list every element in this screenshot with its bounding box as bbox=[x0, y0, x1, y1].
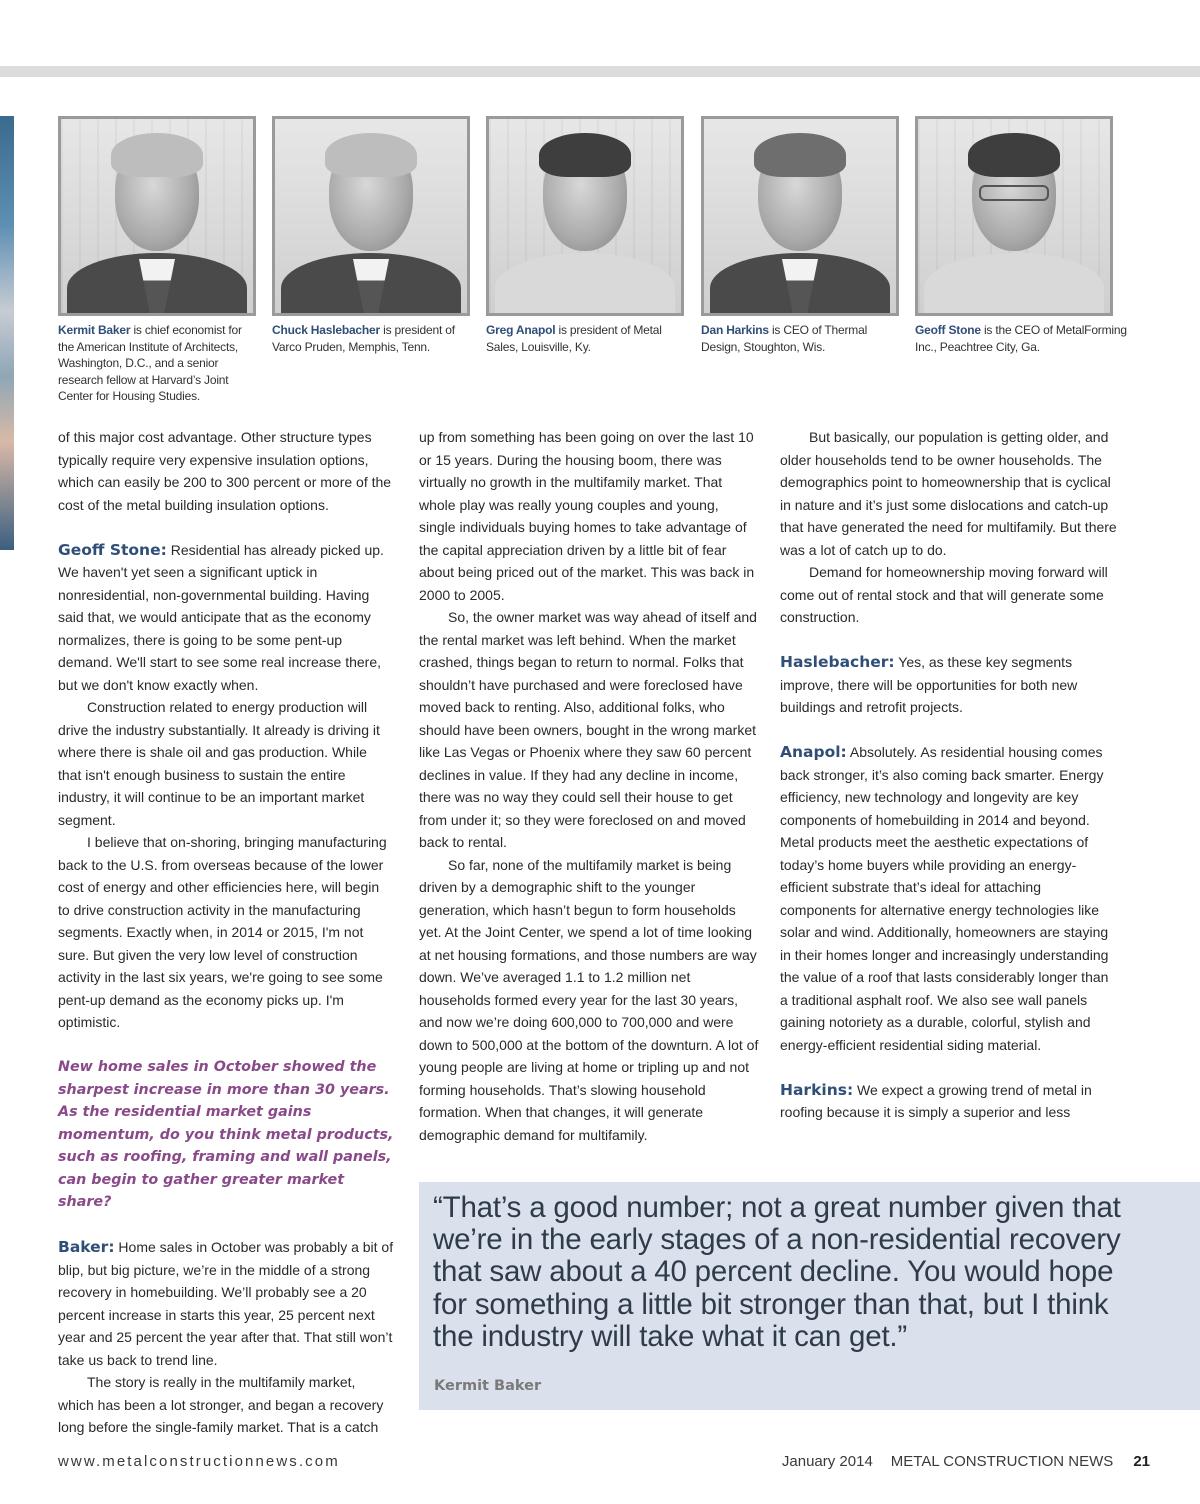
footer-website: www.metalconstructionnews.com bbox=[58, 1453, 340, 1470]
answer-text: Residential has already picked up. We haven't yet seen a significant uptick in nonresidential, non-governmental building. Having said that, we would anticipate that as the economy normalizes, there is going to be some pent-up demand. We'll start to see some real increase there, but we don't know exactly when. bbox=[58, 541, 384, 693]
article-column-3 bbox=[780, 426, 1120, 1124]
building-photo-edge bbox=[0, 116, 14, 550]
speaker-name: Anapol: bbox=[780, 743, 847, 761]
paragraph bbox=[58, 539, 394, 697]
bio-description: is president of Varco Pruden, Memphis, Tenn. bbox=[272, 323, 455, 354]
portrait-photo bbox=[58, 116, 256, 316]
speaker-name: Geoff Stone: bbox=[58, 540, 167, 559]
article-column-2 bbox=[419, 426, 759, 1146]
footer-publication: METAL CONSTRUCTION NEWS bbox=[890, 1453, 1114, 1470]
portrait-photo bbox=[486, 116, 684, 316]
bio-description: is the CEO of MetalForming Inc., Peachtree City, Ga. bbox=[915, 323, 1127, 354]
panelist-bios bbox=[58, 116, 1148, 406]
bio-caption bbox=[915, 322, 1148, 355]
answer-text: Home sales in October was probably a bit of blip, but big picture, we’re in the middle of a strong recovery in homebuilding. We’ll probably see a 20 percent increase in starts this year, 25 percent next year and 25 percent the year after that. That still won’t take us back to trend line. bbox=[58, 1239, 394, 1368]
paragraph: up from something has been going on over the last 10 or 15 years. During the housing boom, there was virtually no growth in the multifamily market. That whole play was really young couples and young, single individuals buying homes to take advantage of the capital appreciation driven by a little bit of fear about being priced out of the market. This was back in 2000 to 2005. bbox=[419, 429, 755, 603]
paragraph: The story is really in the multifamily market, which has been a lot stronger, and began a recovery long before the single-family market. That is a catch bbox=[58, 1374, 384, 1435]
paragraph bbox=[780, 651, 1120, 719]
portrait-photo bbox=[272, 116, 470, 316]
bio-caption bbox=[272, 322, 472, 355]
answer-text: We expect a growing trend of metal in roofing because it is simply a superior and less bbox=[780, 1081, 1092, 1120]
portrait-photo bbox=[701, 116, 899, 316]
bio-geoff-stone bbox=[915, 116, 1148, 355]
paragraph: But basically, our population is getting older, and older households tend to be owner households. The demographics point to homeownership that is cyclical in nature and it’s just some dislocations and catch-up that have generated the need for multifamily. But there was a lot of catch up to do. bbox=[780, 429, 1117, 558]
bio-description: is CEO of Thermal Design, Stoughton, Wis. bbox=[701, 323, 868, 354]
answer-text: Absolutely. As residential housing comes back stronger, it’s also coming back smarter. Energy efficiency, new technology and longevity are key components of homebuilding in 2014 and beyond. Metal products meet the aesthetic expectations of today’s home buyers while providing an energy-efficient substrate that’s ideal for attaching components for alternative energy technologies like solar and wind. Additionally, homeowners are staying in their homes longer and increasingly understanding the value of a roof that lasts considerably longer than a traditional asphalt roof. We also see wall panels gaining notoriety as a durable, colorful, stylish and energy-efficient residential siding material. bbox=[780, 744, 1109, 1053]
paragraph bbox=[780, 741, 1120, 1056]
paragraph bbox=[780, 1079, 1120, 1124]
bio-name: Dan Harkins bbox=[701, 323, 769, 337]
pull-quote-box bbox=[419, 1182, 1200, 1410]
paragraph: So, the owner market was way ahead of itself and the rental market was left behind. When the market crashed, things began to return to normal. Folks that shouldn’t have purchased and were foreclosed have moved back to renting. Also, additional folks, who should have been owners, bought in the wrong market like Las Vegas or Phoenix where they saw 60 percent declines in value. If they had any decline in income, there was no way they could sell their house to get from under it; so they were foreclosed on and moved back to rental. bbox=[419, 609, 757, 850]
bio-caption bbox=[58, 322, 258, 405]
speaker-name: Baker: bbox=[58, 1238, 115, 1256]
portrait-photo bbox=[915, 116, 1113, 316]
pull-quote-text: “That’s a good number; not a great number given that we’re in the early stages of a non-residential recovery that saw about a 40 percent decline. You would hope for something a little bit stronger than that, but I think the industry will take what it can get.” bbox=[433, 1191, 1121, 1353]
bio-name: Chuck Haslebacher bbox=[272, 323, 380, 337]
top-gray-band bbox=[0, 66, 1200, 77]
bio-caption bbox=[701, 322, 901, 355]
bio-dan-harkins bbox=[701, 116, 901, 355]
paragraph: of this major cost advantage. Other structure types typically require very expensive insulation options, which can easily be 200 to 300 percent or more of the cost of the metal building insulation options. bbox=[58, 429, 392, 513]
footer-date: January 2014 bbox=[781, 1453, 873, 1470]
pull-quote-attribution: Kermit Baker bbox=[434, 1378, 542, 1394]
bio-name: Kermit Baker bbox=[58, 323, 131, 337]
speaker-name: Haslebacher: bbox=[780, 653, 895, 671]
page-number: 21 bbox=[1133, 1453, 1150, 1470]
paragraph: I believe that on-shoring, bringing manufacturing back to the U.S. from overseas because of the lower cost of energy and other efficiencies here, will begin to drive construction activity in the manufacturing segments. Exactly when, in 2014 or 2015, I'm not sure. But given the very low level of construction activity in the last six years, we're going to see some pent-up demand as the economy picks up. I'm optimistic. bbox=[58, 834, 387, 1030]
paragraph: Demand for homeownership moving forward will come out of rental stock and that will generate some construction. bbox=[780, 564, 1108, 625]
bio-kermit-baker bbox=[58, 116, 258, 405]
paragraph: So far, none of the multifamily market is being driven by a demographic shift to the younger generation, which hasn’t begun to form households yet. At the Joint Center, we spend a lot of time looking at net housing formations, and those numbers are way down. We’ve averaged 1.1 to 1.2 million net households formed every year for the last 30 years, and now we’re doing 600,000 to 700,000 and were down to 500,000 at the bottom of the downturn. A lot of young people are living at home or tripling up and not forming households. That’s slowing household formation. When that changes, it will generate demographic demand for multifamily. bbox=[419, 856, 759, 1143]
interview-question: New home sales in October showed the sharpest increase in more than 30 years. As the residential market gains momentum, do you think metal products, such as roofing, framing and wall panels, can begin to gather greater market share? bbox=[58, 1059, 394, 1210]
bio-caption bbox=[486, 322, 686, 355]
bio-chuck-haslebacher bbox=[272, 116, 472, 355]
article-column-1 bbox=[58, 426, 394, 1439]
bio-description: is chief economist for the American Institute of Architects, Washington, D.C., and a senior research fellow at Harvard’s Joint Center for Housing Studies. bbox=[58, 323, 242, 403]
bio-name: Geoff Stone bbox=[915, 323, 981, 337]
speaker-name: Harkins: bbox=[780, 1080, 854, 1099]
paragraph bbox=[58, 1236, 394, 1371]
bio-name: Greg Anapol bbox=[486, 323, 556, 337]
footer-folio bbox=[782, 1453, 1150, 1470]
bio-description: is president of Metal Sales, Louisville, Ky. bbox=[486, 323, 662, 354]
paragraph: Construction related to energy production will drive the industry substantially. It already is driving it where there is shale oil and gas production. While that isn't enough business to sustain the entire industry, it will continue to be an important market segment. bbox=[58, 699, 380, 828]
answer-text: Yes, as these key segments improve, there will be opportunities for both new buildings and retrofit projects. bbox=[780, 654, 1078, 715]
bio-greg-anapol bbox=[486, 116, 686, 355]
